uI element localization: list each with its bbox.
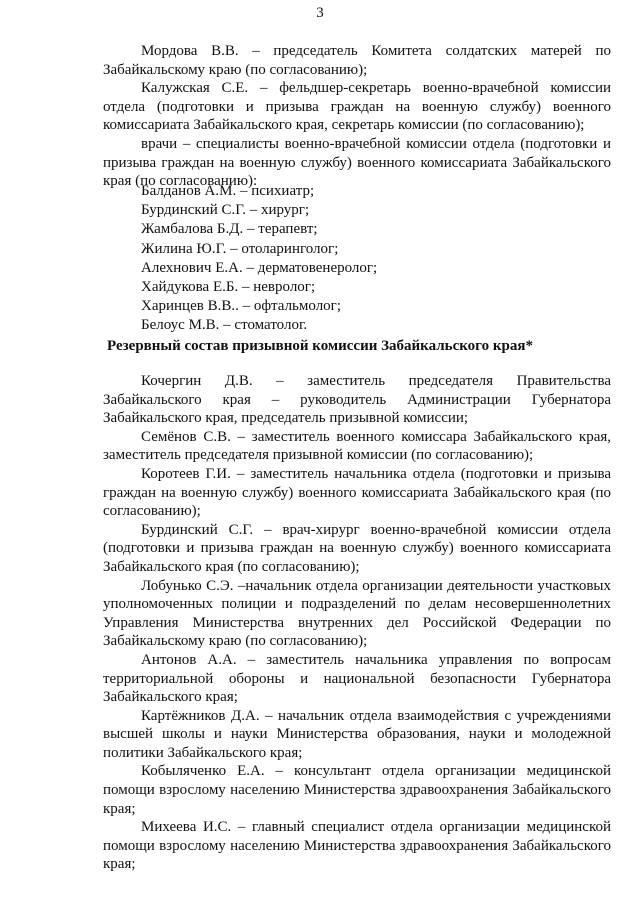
reserve-members-list — [103, 372, 611, 874]
reserve-member-paragraph: Картёжников Д.А. – начальник отдела взаимодействия с учреждениями высшей школы и науки Министерства образования, науки и молодежной политики Забайкальского края; — [103, 707, 611, 761]
member-paragraph: Мордова В.В. – председатель Комитета солдатских матерей по Забайкальскому краю (по согласованию); — [103, 43, 611, 78]
doctor-item: Жилина Ю.Г. – отоларинголог; — [141, 240, 339, 257]
doctor-item: Бурдинский С.Г. – хирург; — [141, 202, 310, 219]
reserve-member-paragraph: Лобунько С.Э. –начальник отдела организации деятельности участковых уполномоченных полиции и подразделений по делам несовершеннолетних Управления Министерства внутренних дел Российской Федерации по Забайкальскому краю (по согласованию); — [103, 577, 611, 650]
doctor-item: Жамбалова Б.Д. – терапевт; — [141, 221, 318, 238]
reserve-member-paragraph: Коротеев Г.И. – заместитель начальника отдела (подготовки и призыва граждан на военную службу) военного комиссариата Забайкальского края (по согласованию); — [103, 465, 611, 520]
reserve-member-paragraph: Кочергин Д.В. – заместитель председателя Правительства Забайкальского края – руководитель Администрации Губернатора Забайкальского края, председатель призывной комиссии; — [103, 373, 611, 427]
doctor-item: Белоус М.В. – стоматолог. — [141, 317, 308, 334]
reserve-member-paragraph: Кобыляченко Е.А. – консультант отдела организации медицинской помощи взрослому населению Министерства здравоохранения Забайкальского края; — [103, 763, 611, 817]
reserve-member-paragraph: Михеева И.С. – главный специалист отдела организации медицинской помощи взрослому населению Министерства здравоохранения Забайкальского края; — [103, 819, 611, 873]
reserve-member-paragraph: Бурдинский С.Г. – врач-хирург военно-врачебной комиссии отдела (подготовки и призыва граждан на военную службу) военного комиссариата Забайкальского края (по согласованию); — [103, 521, 611, 575]
doctors-list — [141, 182, 377, 336]
doctor-item: Харинцев В.В.. – офтальмолог; — [141, 298, 341, 315]
reserve-heading: Резервный состав призывной комиссии Забайкальского края* — [107, 338, 533, 354]
members-top-list — [103, 42, 611, 191]
doctor-item: Алехнович Е.А. – дерматовенеролог; — [141, 259, 378, 276]
reserve-member-paragraph: Семёнов С.В. – заместитель военного комиссара Забайкальского края, заместитель председателя призывной комиссии (по согласованию); — [103, 428, 611, 464]
member-paragraph: Калужская С.Е. – фельдшер-секретарь военно-врачебной комиссии отдела (подготовки и призыва граждан на военную службу) военного комиссариата Забайкальского края, секретарь комиссии (по согласованию); — [103, 80, 611, 134]
doctor-item: Балданов А.М. – психиатр; — [141, 183, 315, 199]
page-number: 3 — [316, 5, 324, 21]
member-paragraph: врачи – специалисты военно-врачебной комиссии отдела (подготовки и призыва граждан на военную службу) военного комиссариата Забайкальского края (по согласованию): — [103, 135, 611, 190]
reserve-member-paragraph: Антонов А.А. – заместитель начальника управления по вопросам территориальной обороны и национальной безопасности Губернатора Забайкальского края; — [103, 651, 611, 706]
doctor-item: Хайдукова Е.Б. – невролог; — [141, 279, 316, 296]
